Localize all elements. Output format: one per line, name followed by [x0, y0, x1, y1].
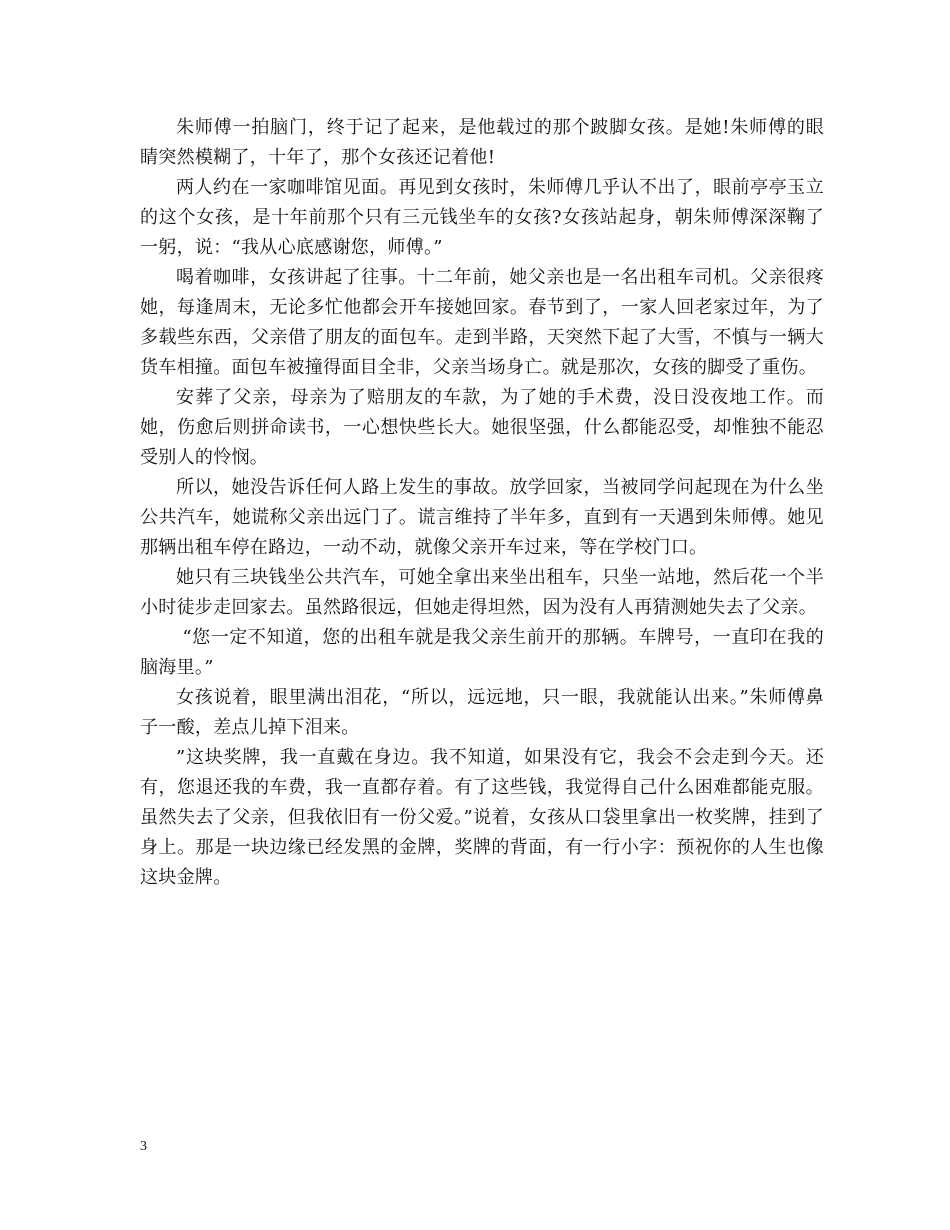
paragraph-9: ”这块奖牌，我一直戴在身边。我不知道，如果没有它，我会不会走到今天。还有，您退还我的车费，我一直都存着。有了这些钱，我觉得自己什么困难都能克服。虽然失去了父亲，但我依旧有一份父爱。”说着，女孩从口袋里拿出一枚奖牌，挂到了身上。那是一块边缘已经发黑的金牌，奖牌的背面，有一行小字：预祝你的人生也像这块金牌。	[140, 747, 824, 888]
paragraph-1: 朱师傅一拍脑门，终于记了起来，是他载过的那个跛脚女孩。是她!朱师傅的眼睛突然模糊了，十年了，那个女孩还记着他!	[140, 117, 824, 168]
paragraph-4: 安葬了父亲，母亲为了赔朋友的车款，为了她的手术费，没日没夜地工作。而她，伤愈后则拼命读书，一心想快些长大。她很坚强，什么都能忍受，却惟独不能忍受别人的怜悯。	[140, 387, 824, 468]
article-body	[140, 113, 824, 893]
paragraph-7: “您一定不知道，您的出租车就是我父亲生前开的那辆。车牌号，一直印在我的脑海里。”	[140, 627, 824, 678]
paragraph-8: 女孩说着，眼里满出泪花，“所以，远远地，只一眼，我就能认出来。”朱师傅鼻子一酸，差点儿掉下泪来。	[140, 687, 824, 738]
paragraph-5: 所以，她没告诉任何人路上发生的事故。放学回家，当被同学问起现在为什么坐公共汽车，她谎称父亲出远门了。谎言维持了半年多，直到有一天遇到朱师傅。她见那辆出租车停在路边，一动不动，就像父亲开车过来，等在学校门口。	[140, 477, 824, 558]
paragraph-6: 她只有三块钱坐公共汽车，可她全拿出来坐出租车，只坐一站地，然后花一个半小时徒步走回家去。虽然路很远，但她走得坦然，因为没有人再猜测她失去了父亲。	[140, 567, 824, 618]
paragraph-2: 两人约在一家咖啡馆见面。再见到女孩时，朱师傅几乎认不出了，眼前亭亭玉立的这个女孩，是十年前那个只有三元钱坐车的女孩?女孩站起身，朝朱师傅深深鞠了一躬，说：“我从心底感谢您，师傅。”	[140, 177, 824, 258]
paragraph-3: 喝着咖啡，女孩讲起了往事。十二年前，她父亲也是一名出租车司机。父亲很疼她，每逢周末，无论多忙他都会开车接她回家。春节到了，一家人回老家过年，为了多载些东西，父亲借了朋友的面包车。走到半路，天突然下起了大雪，不慎与一辆大货车相撞。面包车被撞得面目全非，父亲当场身亡。就是那次，女孩的脚受了重伤。	[140, 267, 824, 378]
page-number: 3	[140, 1139, 147, 1154]
